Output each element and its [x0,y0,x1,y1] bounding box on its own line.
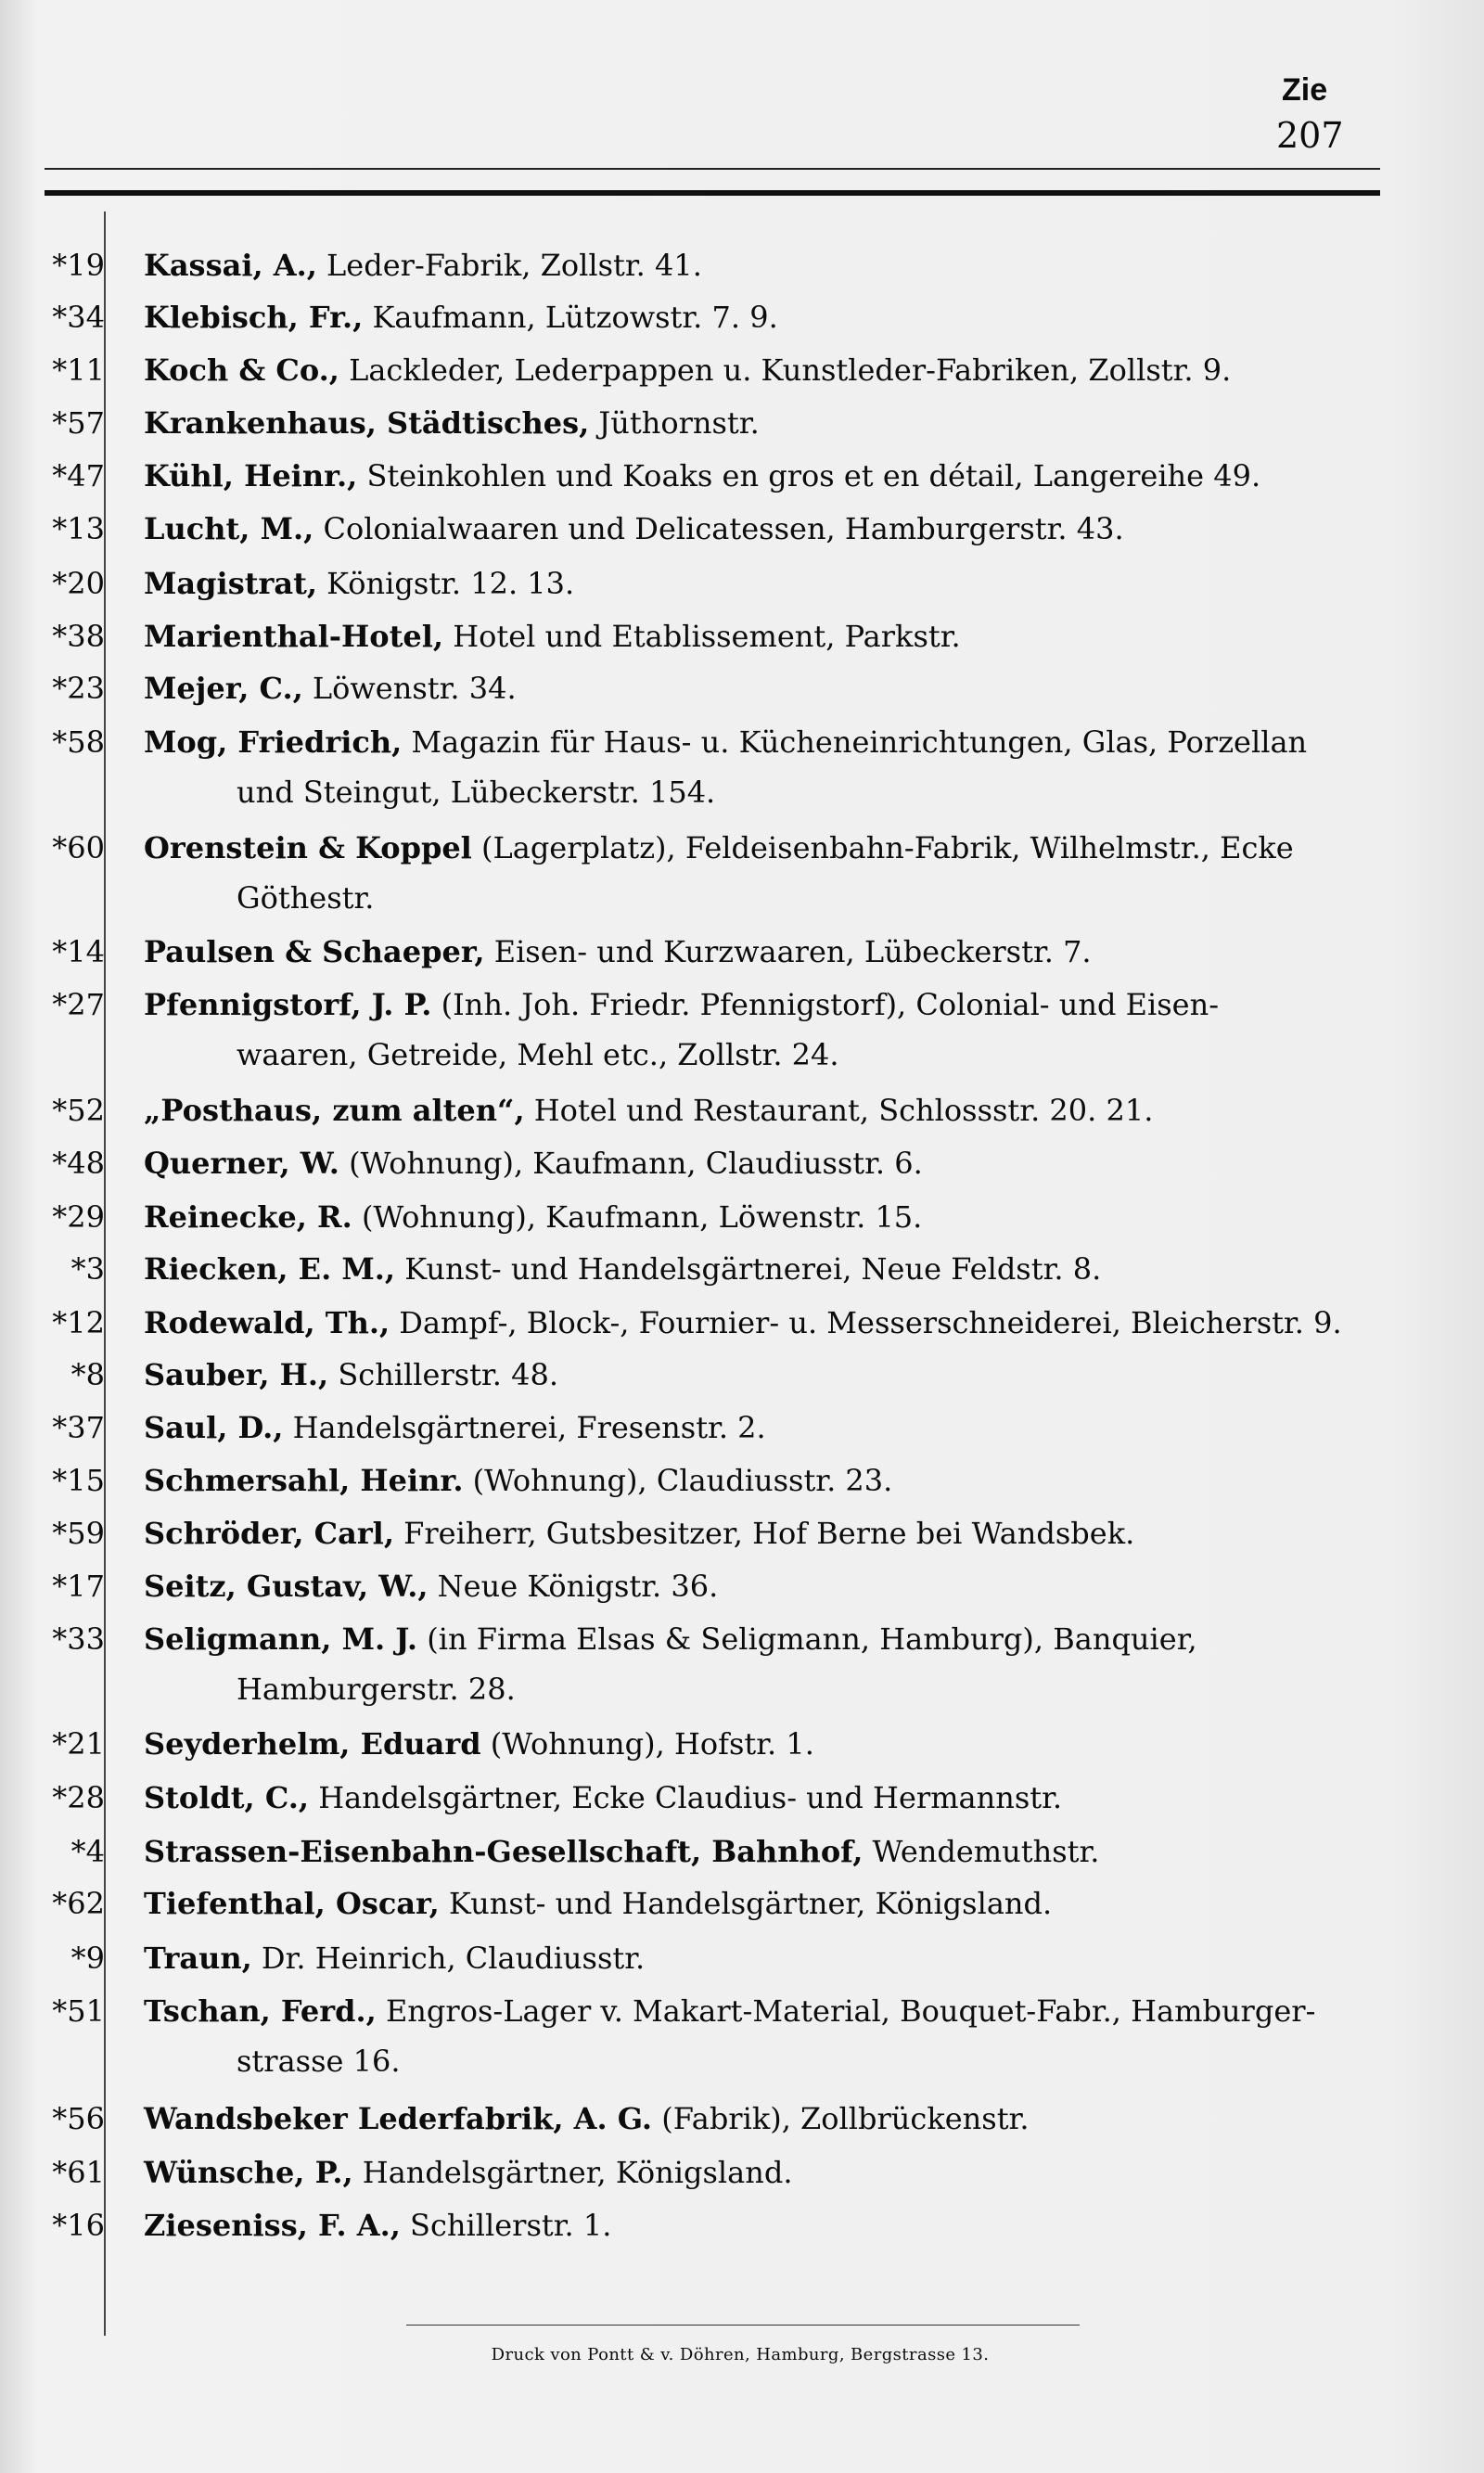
entry-name: Strassen-Eisenbahn-Gesellschaft, Bahnhof, [144,1834,864,1869]
entry-name: Mejer, C., [144,671,303,706]
entry-name: Wandsbeker Lederfabrik, A. G. [144,2101,653,2136]
entry-details: Jüthornstr. [589,405,760,441]
entry-name: Seitz, Gustav, W., [144,1569,429,1604]
entry-name: Krankenhaus, Städtisches, [144,405,590,441]
entry-number: *14 [52,934,105,969]
entry-details: (Fabrik), Zollbrückenstr. [652,2101,1030,2136]
entry-name: Riecken, E. M., [144,1251,396,1287]
entry-text [144,987,1442,1072]
entry-name: Orenstein & Koppel [144,830,472,865]
entry-number: *4 [70,1834,105,1869]
entry-number: *21 [52,1726,105,1762]
entry-number: *8 [70,1357,105,1392]
entry-details: (Wohnung), Claudiusstr. 23. [463,1463,893,1498]
entry-name: Wünsche, P., [144,2155,353,2190]
entry-text [144,671,1442,706]
entry-name: Paulsen & Schaeper, [144,934,485,969]
entry-number: *57 [52,405,105,441]
entry-details: Magazin für Haus- u. Kücheneinrichtungen, Glas, Porzellan [402,724,1308,760]
entry-name: Seyderhelm, Eduard [144,1726,481,1762]
entry-details: Schillerstr. 1. [400,2208,612,2243]
entry-details: Löwenstr. 34. [302,671,517,706]
entry-text [144,1410,1442,1445]
entry-text [144,1569,1442,1604]
printer-imprint: Druck von Pontt & v. Döhren, Hamburg, Bergstrasse 13. [491,2345,990,2364]
entry-name: „Posthaus, zum alten“, [144,1093,525,1128]
entry-name: Kassai, A., [144,248,317,283]
entry-text [144,1463,1442,1498]
header-rule-thick [45,190,1380,196]
entry-name: Koch & Co., [144,352,339,388]
entry-details: Leder-Fabrik, Zollstr. 41. [316,248,702,283]
entry-name: Stoldt, C., [144,1780,310,1815]
entry-number: *16 [52,2208,105,2243]
entry-text [144,2208,1442,2243]
entry-details: Engros-Lager v. Makart-Material, Bouquet-Fabr., Hamburger- [376,1993,1316,2029]
entry-number: *38 [52,619,105,654]
entry-name: Saul, D., [144,1410,284,1445]
entry-text [144,1516,1442,1551]
entry-details: Dampf-, Block-, Fournier- u. Messerschneiderei, Bleicherstr. 9. [390,1305,1342,1340]
entry-number: *15 [52,1463,105,1498]
entry-text [144,566,1442,601]
entry-number: *51 [52,1993,105,2029]
entry-text [144,300,1442,335]
entry-number: *61 [52,2155,105,2190]
entry-continuation: Hamburgerstr. 28. [237,1672,516,1707]
page-number: 207 [1276,115,1344,156]
entry-number: *59 [52,1516,105,1551]
entry-text [144,1357,1442,1392]
entry-details: Kaufmann, Lützowstr. 7. 9. [363,300,778,335]
entry-text [144,405,1442,441]
entry-number: *56 [52,2101,105,2136]
entry-number: *9 [70,1941,105,1976]
entry-name: Klebisch, Fr., [144,300,364,335]
entry-name: Querner, W. [144,1146,339,1181]
footer-rule [406,2325,1080,2326]
entry-name: Rodewald, Th., [144,1305,390,1340]
entry-text [144,1305,1442,1340]
entry-details: Colonialwaaren und Delicatessen, Hamburgerstr. 43. [313,511,1124,546]
entry-details: Hotel und Restaurant, Schlossstr. 20. 21. [524,1093,1154,1128]
entry-details: Eisen- und Kurzwaaren, Lübeckerstr. 7. [484,934,1092,969]
running-head-word: Zie [1282,72,1328,108]
entry-number: *27 [52,987,105,1022]
entry-text [144,511,1442,546]
entry-continuation: und Steingut, Lübeckerstr. 154. [237,775,716,810]
entry-name: Zieseniss, F. A., [144,2208,401,2243]
entry-text [144,1199,1442,1235]
entry-details: Kunst- und Handelsgärtnerei, Neue Feldstr. 8. [395,1251,1102,1287]
entry-number: *52 [52,1093,105,1128]
entry-name: Sauber, H., [144,1357,329,1392]
entry-number: *58 [52,724,105,760]
entry-details: Dr. Heinrich, Claudiusstr. [251,1941,646,1976]
entry-number: *62 [52,1886,105,1921]
entry-number: *60 [52,830,105,865]
entry-name: Schröder, Carl, [144,1516,394,1551]
entry-text [144,1941,1442,1976]
entry-details: (Lagerplatz), Feldeisenbahn-Fabrik, Wilhelmstr., Ecke [471,830,1294,865]
entry-text [144,1726,1442,1762]
entry-text [144,2155,1442,2190]
entry-text [144,1780,1442,1815]
entry-text [144,934,1442,969]
entry-number: *48 [52,1146,105,1181]
entry-name: Reinecke, R. [144,1199,352,1235]
entry-name: Tschan, Ferd., [144,1993,377,2029]
entry-text [144,1146,1442,1181]
entry-number: *47 [52,458,105,493]
entry-text [144,830,1442,916]
entry-number: *33 [52,1621,105,1657]
entry-text [144,1886,1442,1921]
entry-details: (Wohnung), Hofstr. 1. [480,1726,814,1762]
entry-details: Handelsgärtner, Ecke Claudius- und Hermannstr. [309,1780,1063,1815]
entry-text [144,1834,1442,1869]
entry-number: *13 [52,511,105,546]
entry-text [144,1621,1442,1707]
entry-text [144,248,1442,283]
entry-number: *20 [52,566,105,601]
entry-details: Neue Königstr. 36. [428,1569,719,1604]
entry-details: Kunst- und Handelsgärtner, Königsland. [439,1886,1053,1921]
entry-name: Mog, Friedrich, [144,724,403,760]
entry-number: *37 [52,1410,105,1445]
entry-details: (Inh. Joh. Friedr. Pfennigstorf), Colonial- und Eisen- [431,987,1220,1022]
entry-details: Handelsgärtner, Königsland. [352,2155,793,2190]
entry-continuation: Göthestr. [237,880,375,916]
entry-name: Magistrat, [144,566,317,601]
entry-details: (Wohnung), Kaufmann, Löwenstr. 15. [352,1199,923,1235]
header-rule-thin [45,168,1380,170]
entry-number: *12 [52,1305,105,1340]
entry-text [144,2101,1442,2136]
entry-text [144,1251,1442,1287]
entry-number: *34 [52,300,105,335]
entry-text [144,619,1442,654]
entry-details: Wendemuthstr. [863,1834,1100,1869]
entry-details: (Wohnung), Kaufmann, Claudiusstr. 6. [339,1146,923,1181]
entry-name: Lucht, M., [144,511,314,546]
entry-details: Schillerstr. 48. [328,1357,559,1392]
entry-name: Pfennigstorf, J. P. [144,987,432,1022]
entry-name: Traun, [144,1941,252,1976]
entry-number: *11 [52,352,105,388]
entry-number: *17 [52,1569,105,1604]
entry-text [144,352,1442,388]
entry-details: Steinkohlen und Koaks en gros et en détail, Langereihe 49. [357,458,1261,493]
entry-name: Schmersahl, Heinr. [144,1463,464,1498]
entry-number: *29 [52,1199,105,1235]
entry-continuation: waaren, Getreide, Mehl etc., Zollstr. 24. [237,1037,839,1072]
entry-text [144,724,1442,810]
entry-details: Handelsgärtnerei, Fresenstr. 2. [283,1410,766,1445]
entry-number: *19 [52,248,105,283]
entry-text [144,1993,1442,2079]
entry-text [144,458,1442,493]
entry-details: Lackleder, Lederpappen u. Kunstleder-Fabriken, Zollstr. 9. [339,352,1232,388]
entry-name: Seligmann, M. J. [144,1621,418,1657]
entry-number: *28 [52,1780,105,1815]
entry-details: (in Firma Elsas & Seligmann, Hamburg), Banquier, [417,1621,1197,1657]
entry-name: Tiefenthal, Oscar, [144,1886,440,1921]
entry-name: Kühl, Heinr., [144,458,358,493]
entry-details: Königstr. 12. 13. [317,566,575,601]
entry-number: *3 [70,1251,105,1287]
entry-number: *23 [52,671,105,706]
entry-details: Freiherr, Gutsbesitzer, Hof Berne bei Wandsbek. [393,1516,1135,1551]
entry-text [144,1093,1442,1128]
entry-continuation: strasse 16. [237,2044,401,2079]
entry-details: Hotel und Etablissement, Parkstr. [443,619,961,654]
entry-name: Marienthal-Hotel, [144,619,444,654]
